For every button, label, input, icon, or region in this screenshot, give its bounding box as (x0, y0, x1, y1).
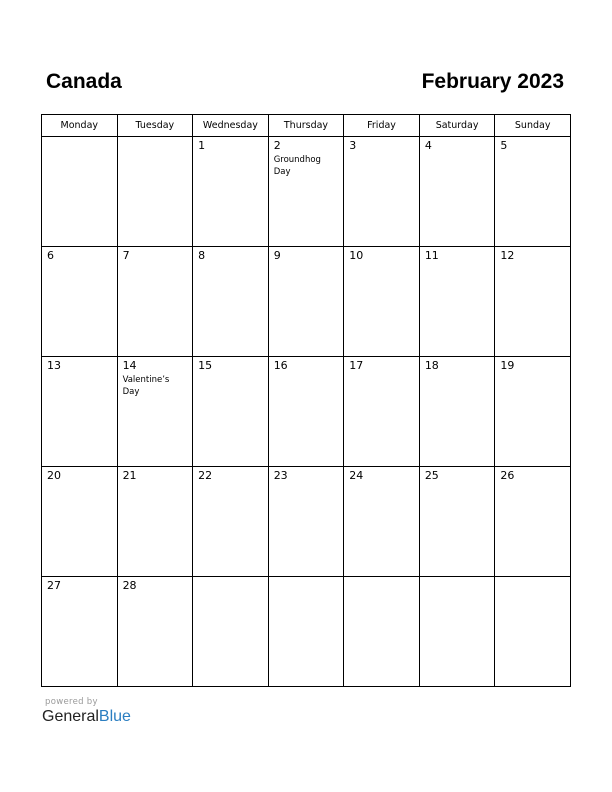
holiday-label: Groundhog Day (273, 155, 321, 177)
weekday-header: Wednesday (193, 115, 269, 137)
day-number: 23 (273, 469, 288, 482)
day-number: 7 (122, 249, 130, 262)
week-row (42, 247, 571, 357)
day-cell (117, 577, 193, 687)
calendar-grid (41, 114, 571, 687)
day-cell (42, 467, 118, 577)
day-number: 17 (349, 359, 364, 372)
day-number: 27 (47, 579, 61, 592)
day-cell (419, 247, 495, 357)
day-number: 8 (198, 249, 206, 262)
day-cell (117, 357, 193, 467)
day-number: 21 (122, 469, 137, 482)
day-number: 5 (500, 139, 508, 152)
day-cell (193, 137, 269, 247)
holiday-label: Valentine’s Day (122, 375, 170, 397)
day-cell (193, 577, 269, 687)
day-cell (117, 137, 193, 247)
day-number (118, 137, 193, 139)
day-number: 4 (424, 139, 432, 152)
day-number (42, 137, 117, 139)
week-row (42, 577, 571, 687)
day-cell (42, 137, 118, 247)
day-cell (42, 357, 118, 467)
day-number: 20 (47, 469, 61, 482)
day-number: 19 (500, 359, 515, 372)
day-cell (495, 357, 571, 467)
day-cell (268, 467, 344, 577)
weekday-header-row (42, 115, 571, 137)
day-cell (117, 247, 193, 357)
day-number: 3 (349, 139, 357, 152)
month-title: February 2023 (421, 70, 564, 93)
day-cell (344, 467, 420, 577)
day-number (193, 577, 268, 579)
day-cell (419, 577, 495, 687)
day-cell (419, 357, 495, 467)
weekday-header: Tuesday (117, 115, 193, 137)
day-number (269, 577, 344, 579)
day-number (495, 577, 570, 579)
day-cell (42, 577, 118, 687)
day-number (344, 577, 419, 579)
day-number: 28 (122, 579, 137, 592)
day-cell (268, 357, 344, 467)
day-number: 18 (424, 359, 439, 372)
country-title: Canada (46, 70, 122, 93)
weekday-header: Friday (344, 115, 420, 137)
day-number: 1 (198, 139, 206, 152)
day-cell (268, 137, 344, 247)
day-number: 25 (424, 469, 439, 482)
weekday-header: Saturday (419, 115, 495, 137)
day-number: 13 (47, 359, 61, 372)
day-number: 9 (273, 249, 281, 262)
day-number: 24 (349, 469, 364, 482)
day-cell (344, 137, 420, 247)
brand-logo (42, 708, 131, 726)
week-row (42, 467, 571, 577)
day-cell (268, 247, 344, 357)
day-number: 15 (198, 359, 213, 372)
weekday-header: Thursday (268, 115, 344, 137)
day-cell (495, 137, 571, 247)
week-row (42, 137, 571, 247)
day-cell (495, 247, 571, 357)
weekday-header: Sunday (495, 115, 571, 137)
day-cell (117, 467, 193, 577)
day-cell (193, 247, 269, 357)
day-cell (495, 467, 571, 577)
week-row (42, 357, 571, 467)
day-cell (344, 577, 420, 687)
day-number: 6 (47, 249, 54, 262)
day-number: 26 (500, 469, 515, 482)
day-cell (193, 357, 269, 467)
day-cell (419, 137, 495, 247)
day-number: 11 (424, 249, 439, 262)
day-number: 14 (122, 359, 137, 372)
day-number: 16 (273, 359, 288, 372)
powered-by-text: powered by (45, 697, 98, 707)
day-cell (42, 247, 118, 357)
day-number: 22 (198, 469, 213, 482)
weekday-header: Monday (42, 115, 118, 137)
day-number: 2 (273, 139, 281, 152)
day-cell (495, 577, 571, 687)
day-number (420, 577, 495, 579)
day-cell (193, 467, 269, 577)
day-cell (419, 467, 495, 577)
day-number: 12 (500, 249, 515, 262)
day-cell (268, 577, 344, 687)
day-cell (344, 247, 420, 357)
brand-part-blue: Blue (98, 708, 131, 725)
day-cell (344, 357, 420, 467)
day-number: 10 (349, 249, 364, 262)
brand-part-general: General (42, 708, 99, 725)
